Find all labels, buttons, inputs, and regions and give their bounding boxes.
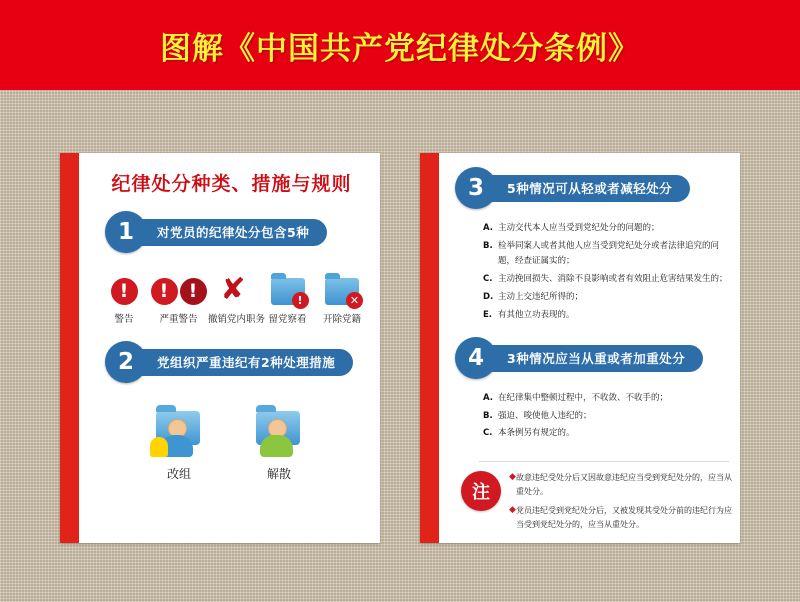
note-body [509, 471, 737, 537]
folder-person-dissolve-icon [244, 403, 314, 463]
list-marker: B. [483, 410, 493, 421]
step-2-number: 2 [105, 341, 147, 383]
list-text: 检举同案人或者其他人应当受到党纪处分或者法律追究的问题，经查证属实的； [498, 240, 720, 267]
right-panel-red-bar [420, 153, 439, 543]
list-item [483, 308, 735, 324]
punishment-label: 开除党籍 [322, 314, 361, 325]
list-text: 主动上交违纪所得的； [498, 291, 584, 302]
right-panel-content [439, 153, 740, 543]
list-text: 强迫、唆使他人违纪的； [498, 410, 592, 421]
note-item [509, 471, 737, 498]
list-marker: D. [483, 291, 494, 302]
bullet-icon: ◆ [509, 472, 516, 482]
list-item [483, 272, 735, 288]
punishment-label: 警告 [114, 314, 134, 325]
step-1-label: 对党员的纪律处分包含5种 [141, 219, 327, 246]
punishment-item [208, 265, 266, 325]
poster-board [0, 90, 800, 602]
punishment-icons-row [99, 265, 367, 325]
title-banner [0, 0, 800, 90]
note-divider [479, 461, 729, 462]
left-panel-red-bar [60, 153, 79, 543]
list-text: 本条例另有规定的。 [498, 428, 575, 439]
list-text: 有其他立功表现的。 [498, 309, 575, 320]
list-marker: B. [483, 240, 493, 251]
list-item [483, 391, 735, 407]
step-2-label: 党组织严重违纪有2种处理措施 [141, 349, 353, 376]
step-3-label: 5种情况可从轻或者减轻处分 [491, 175, 690, 202]
note-text: 党员违纪受到党纪处分后，又被发现其受处分前的违纪行为应当受到党纪处分的，应当从重处分。 [516, 506, 732, 529]
right-panel [420, 153, 740, 543]
list-marker: A. [483, 223, 493, 233]
punishment-item [154, 265, 204, 325]
step-4-label: 3种情况应当从重或者加重处分 [491, 345, 703, 372]
measure-item [244, 403, 314, 482]
right-step-3 [455, 167, 690, 209]
note-block [461, 471, 737, 537]
step-4-list [483, 391, 735, 444]
left-step-2 [105, 341, 353, 383]
measure-item [144, 403, 214, 482]
punishment-label: 撤销党内职务 [208, 314, 266, 325]
punishment-item [317, 265, 367, 325]
note-item [509, 504, 737, 531]
exclamation-circle-icon: ! [99, 265, 149, 305]
double-exclamation-circle-icon: ! ! [154, 265, 204, 305]
punishment-item [99, 265, 149, 325]
folder-warning-icon: ! [263, 265, 313, 305]
step-3-number: 3 [455, 167, 497, 209]
measures-row [129, 403, 329, 482]
list-item [483, 221, 735, 237]
folder-remove-icon: ✕ [317, 265, 367, 305]
list-marker: E. [483, 309, 493, 320]
list-item [483, 409, 735, 425]
left-panel-content [79, 153, 380, 543]
measure-label: 改组 [166, 467, 191, 481]
page-title: 图解《中国共产党纪律处分条例》 [160, 30, 640, 67]
left-panel [60, 153, 380, 543]
folder-people-regroup-icon [144, 403, 214, 463]
punishment-label: 留党察看 [268, 314, 307, 325]
measure-label: 解散 [266, 467, 291, 481]
step-4-number: 4 [455, 337, 497, 379]
list-marker: C. [483, 428, 493, 439]
right-step-4 [455, 337, 703, 379]
bullet-icon: ◆ [509, 505, 516, 516]
list-text: 主动挽回损失、消除不良影响或者有效阻止危害结果发生的； [498, 274, 728, 285]
note-text: 故意违纪受处分后又因故意违纪应当受到党纪处分的，应当从重处分。 [516, 473, 732, 496]
left-panel-title: 纪律处分种类、措施与规则 [111, 173, 352, 195]
left-step-1 [105, 211, 327, 253]
list-item [483, 426, 735, 442]
list-text: 在纪律集中整顿过程中，不收敛、不收手的； [498, 393, 669, 403]
note-badge: 注 [461, 471, 501, 511]
punishment-item [263, 265, 313, 325]
list-item [483, 239, 735, 270]
step-1-number: 1 [105, 211, 147, 253]
list-text: 主动交代本人应当受到党纪处分的问题的； [498, 223, 660, 233]
punishment-label: 严重警告 [159, 314, 198, 325]
list-item [483, 290, 735, 306]
list-marker: A. [483, 393, 493, 403]
step-3-list [483, 221, 735, 325]
red-cross-icon: ✘ [220, 272, 246, 307]
list-marker: C. [483, 274, 493, 285]
